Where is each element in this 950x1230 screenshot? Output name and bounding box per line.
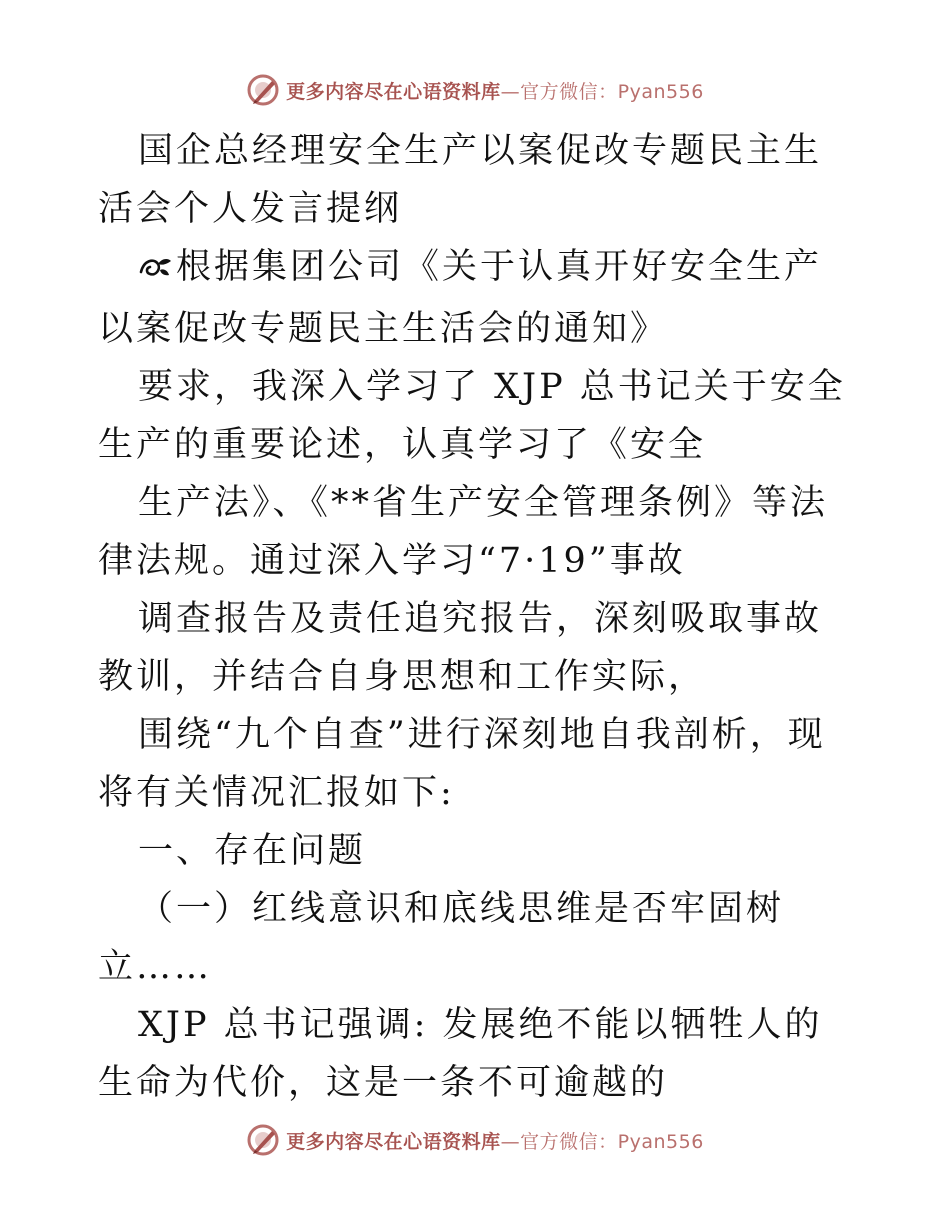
document-paragraph: 生产法》、《**省生产安全管理条例》等法律法规。通过深入学习“7·19”事故 bbox=[98, 483, 829, 581]
document-title: 国企总经理安全生产以案促改专题民主生活会个人发言提纲 bbox=[98, 131, 823, 229]
document-paragraph: 要求，我深入学习了 XJP 总书记关于安全生产的重要论述，认真学习了《安全 bbox=[98, 367, 846, 465]
document-body bbox=[98, 122, 858, 1112]
leaf-ornament-icon bbox=[138, 242, 176, 300]
header-banner-wechat: 官方微信：Pyan556 bbox=[520, 80, 704, 103]
pen-circle-logo-icon bbox=[246, 73, 280, 107]
footer-banner bbox=[0, 1120, 950, 1160]
document-paragraph-text: 根据集团公司《关于认真开好安全生产以案促改专题民主生活会的通知》 bbox=[98, 247, 823, 349]
header-banner bbox=[0, 70, 950, 110]
footer-banner-wechat: 官方微信：Pyan556 bbox=[520, 1130, 704, 1153]
header-banner-main: 更多内容尽在心语资料库 bbox=[286, 80, 501, 103]
document-paragraph: 围绕“九个自查”进行深刻地自我剖析，现将有关情况汇报如下: bbox=[98, 715, 826, 813]
section-heading: 一、存在问题 bbox=[138, 831, 367, 871]
footer-banner-main: 更多内容尽在心语资料库 bbox=[286, 1130, 501, 1153]
document-paragraph: XJP 总书记强调: 发展绝不能以牺牲人的生命为代价，这是一条不可逾越的 bbox=[98, 1005, 823, 1103]
subsection-heading: （一）红线意识和底线思维是否牢固树立…… bbox=[98, 889, 785, 987]
footer-banner-text bbox=[286, 1127, 704, 1154]
header-banner-separator: — bbox=[500, 80, 521, 103]
footer-banner-separator: — bbox=[500, 1130, 521, 1153]
header-banner-text bbox=[286, 77, 704, 104]
document-paragraph bbox=[98, 238, 858, 358]
pen-circle-logo-icon bbox=[246, 1123, 280, 1157]
document-paragraph: 调查报告及责任追究报告，深刻吸取事故教训，并结合自身思想和工作实际， bbox=[98, 599, 823, 697]
